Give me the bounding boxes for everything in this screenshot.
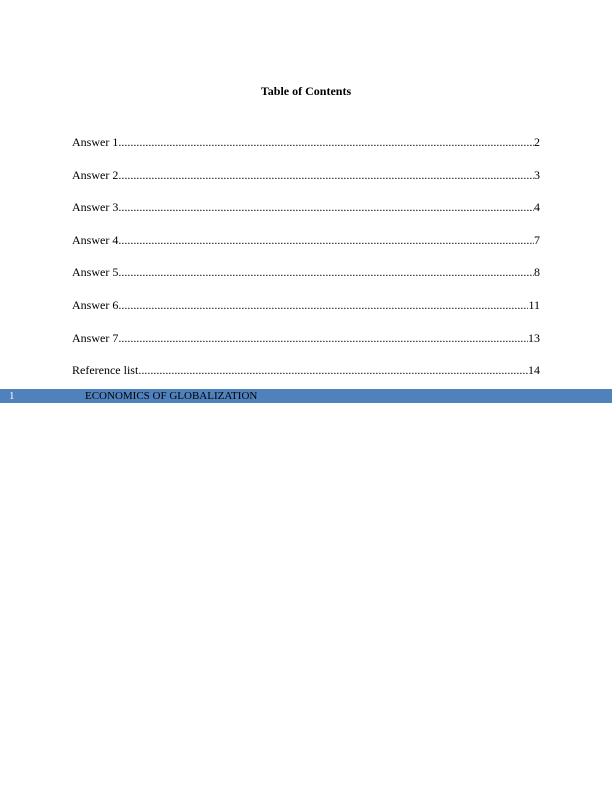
toc-entry-label: Answer 3 bbox=[72, 200, 119, 215]
toc-entry-page: 2 bbox=[534, 135, 540, 149]
toc-entry-label: Answer 4 bbox=[72, 232, 119, 247]
toc-entry-page: 14 bbox=[528, 363, 540, 378]
toc-entry-label: Answer 5 bbox=[72, 265, 119, 280]
page-footer-band bbox=[0, 389, 612, 403]
toc-entry-label: Answer 2 bbox=[72, 167, 119, 182]
toc-dot-leader bbox=[118, 135, 534, 149]
toc-list bbox=[72, 135, 540, 377]
toc-entry-page: 11 bbox=[528, 297, 540, 312]
toc-entry-reference-list[interactable] bbox=[72, 363, 540, 377]
toc-heading: Table of Contents bbox=[260, 84, 352, 98]
toc-entry-answer-6[interactable] bbox=[72, 298, 540, 312]
footer-page-number: 1 bbox=[9, 390, 15, 402]
toc-entry-page: 4 bbox=[534, 200, 540, 215]
toc-entry-label: Answer 6 bbox=[72, 297, 119, 312]
toc-entry-label: Answer 1 bbox=[72, 135, 119, 149]
toc-dot-leader bbox=[118, 265, 534, 279]
toc-dot-leader bbox=[118, 298, 528, 312]
toc-entry-label: Answer 7 bbox=[72, 330, 119, 345]
toc-entry-page: 3 bbox=[534, 167, 540, 182]
toc-entry-answer-4[interactable] bbox=[72, 233, 540, 247]
toc-entry-page: 13 bbox=[528, 330, 540, 345]
toc-entry-answer-7[interactable] bbox=[72, 331, 540, 345]
toc-entry-answer-3[interactable] bbox=[72, 200, 540, 214]
toc-entry-page: 7 bbox=[534, 232, 540, 247]
toc-dot-leader bbox=[118, 168, 534, 182]
toc-dot-leader bbox=[118, 233, 534, 247]
toc-entry-label: Reference list bbox=[72, 363, 139, 378]
toc-dot-leader bbox=[138, 363, 528, 377]
toc-dot-leader bbox=[118, 331, 528, 345]
toc-entry-answer-1[interactable] bbox=[72, 135, 540, 149]
toc-dot-leader bbox=[118, 200, 534, 214]
footer-running-title: ECONOMICS OF GLOBALIZATION bbox=[85, 390, 258, 402]
toc-entry-answer-5[interactable] bbox=[72, 265, 540, 279]
toc-entry-page: 8 bbox=[534, 265, 540, 280]
toc-entry-answer-2[interactable] bbox=[72, 168, 540, 182]
